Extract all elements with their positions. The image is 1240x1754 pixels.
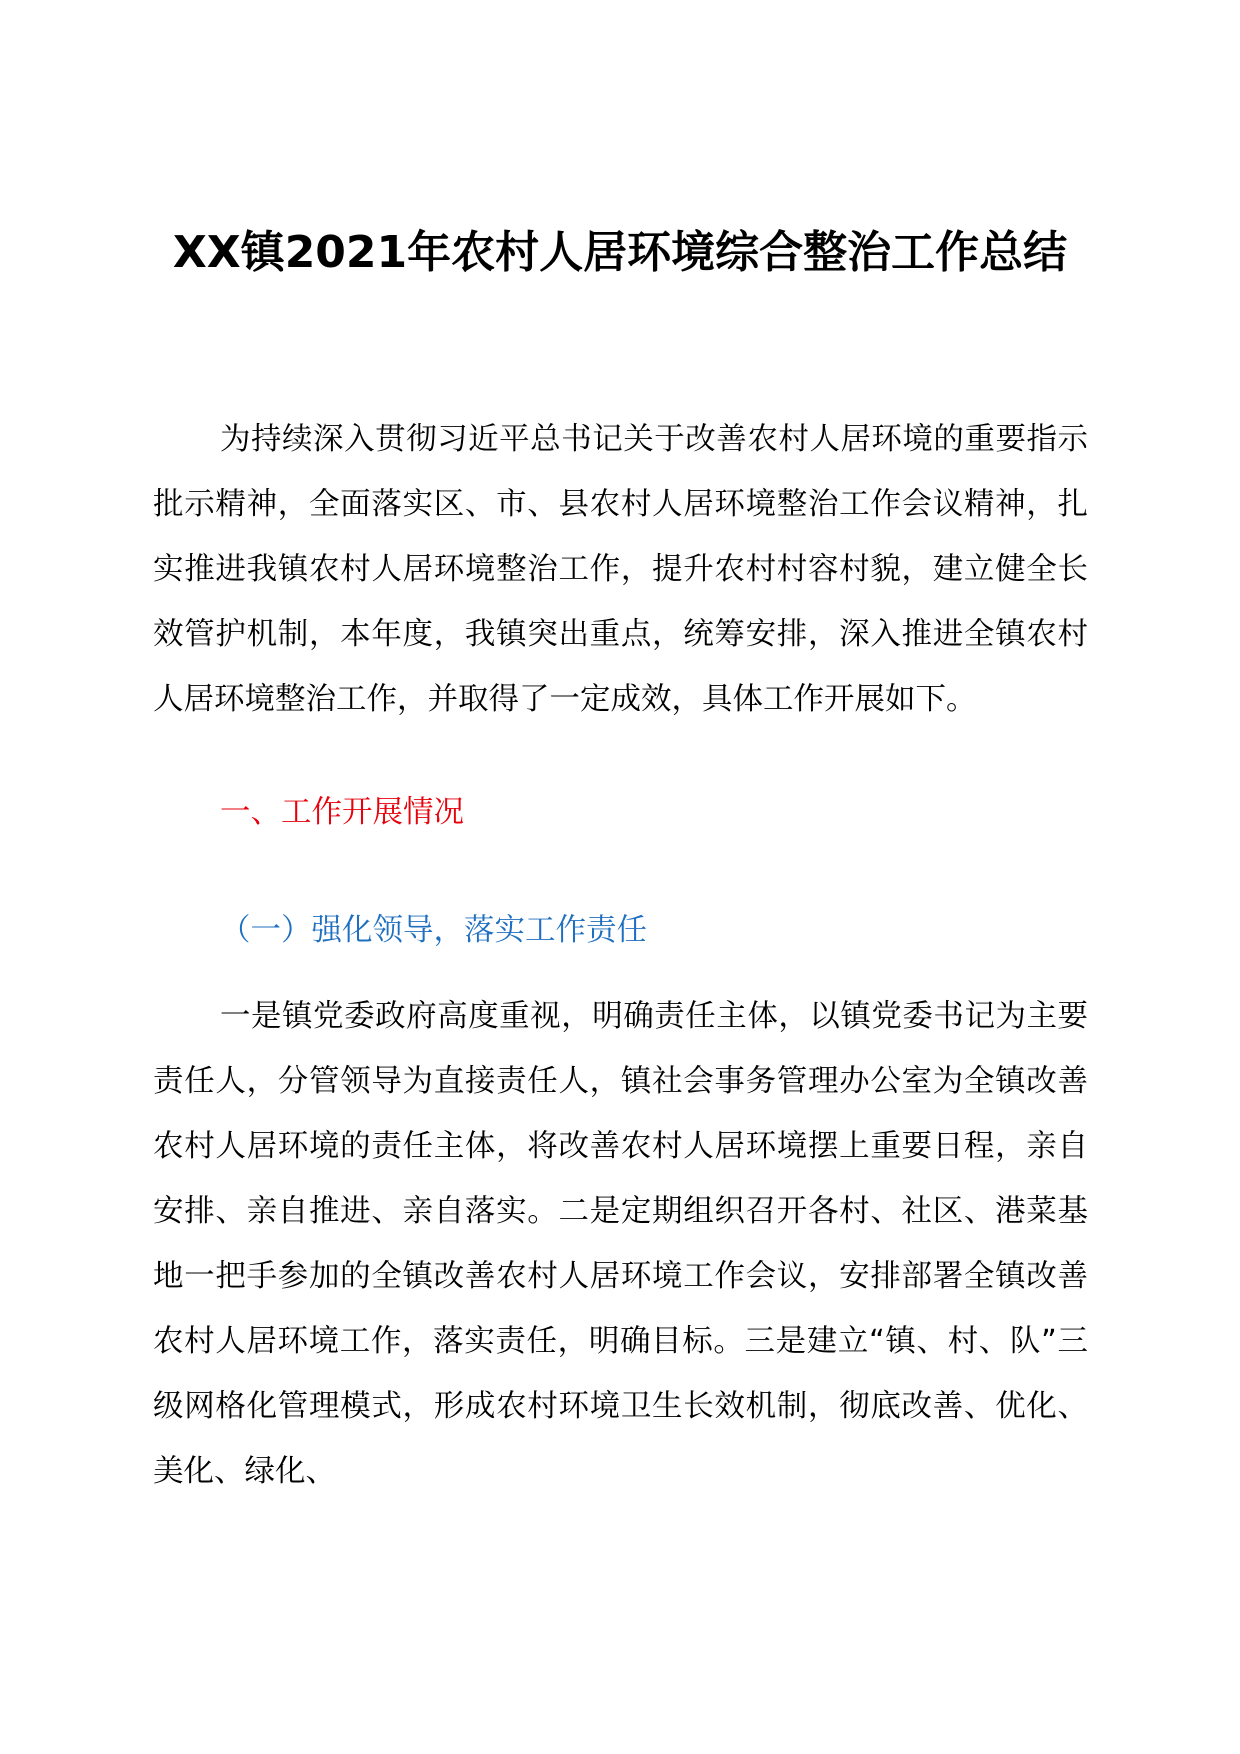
subsection-heading-leadership: （一）强化领导，落实工作责任 bbox=[220, 913, 647, 948]
intro-paragraph: 为持续深入贯彻习近平总书记关于改善农村人居环境的重要指示批示精神，全面落实区、市、县农村人居环境整治工作会议精神，扎实推进我镇农村人居环境整治工作，提升农村村容村貌，建立健全长效管护机制，本年度，我镇突出重点，统筹安排，深入推进全镇农村人居环境整治工作，并取得了一定成效，具体工作开展如下。 bbox=[153, 422, 1088, 717]
document-title: XX镇2021年农村人居环境综合整治工作总结 bbox=[172, 227, 1068, 278]
section-heading-work-progress: 一、工作开展情况 bbox=[220, 795, 464, 830]
body-paragraph-leadership: 一是镇党委政府高度重视，明确责任主体，以镇党委书记为主要责任人，分管领导为直接责任人，镇社会事务管理办公室为全镇改善农村人居环境的责任主体，将改善农村人居环境摆上重要日程，亲自安排、亲自推进、亲自落实。二是定期组织召开各村、社区、港菜基地一把手参加的全镇改善农村人居环境工作会议，安排部署全镇改善农村人居环境工作，落实责任，明确目标。三是建立“镇、村、队”三级网格化管理模式，形成农村环境卫生长效机制，彻底改善、优化、美化、绿化、 bbox=[153, 999, 1088, 1489]
